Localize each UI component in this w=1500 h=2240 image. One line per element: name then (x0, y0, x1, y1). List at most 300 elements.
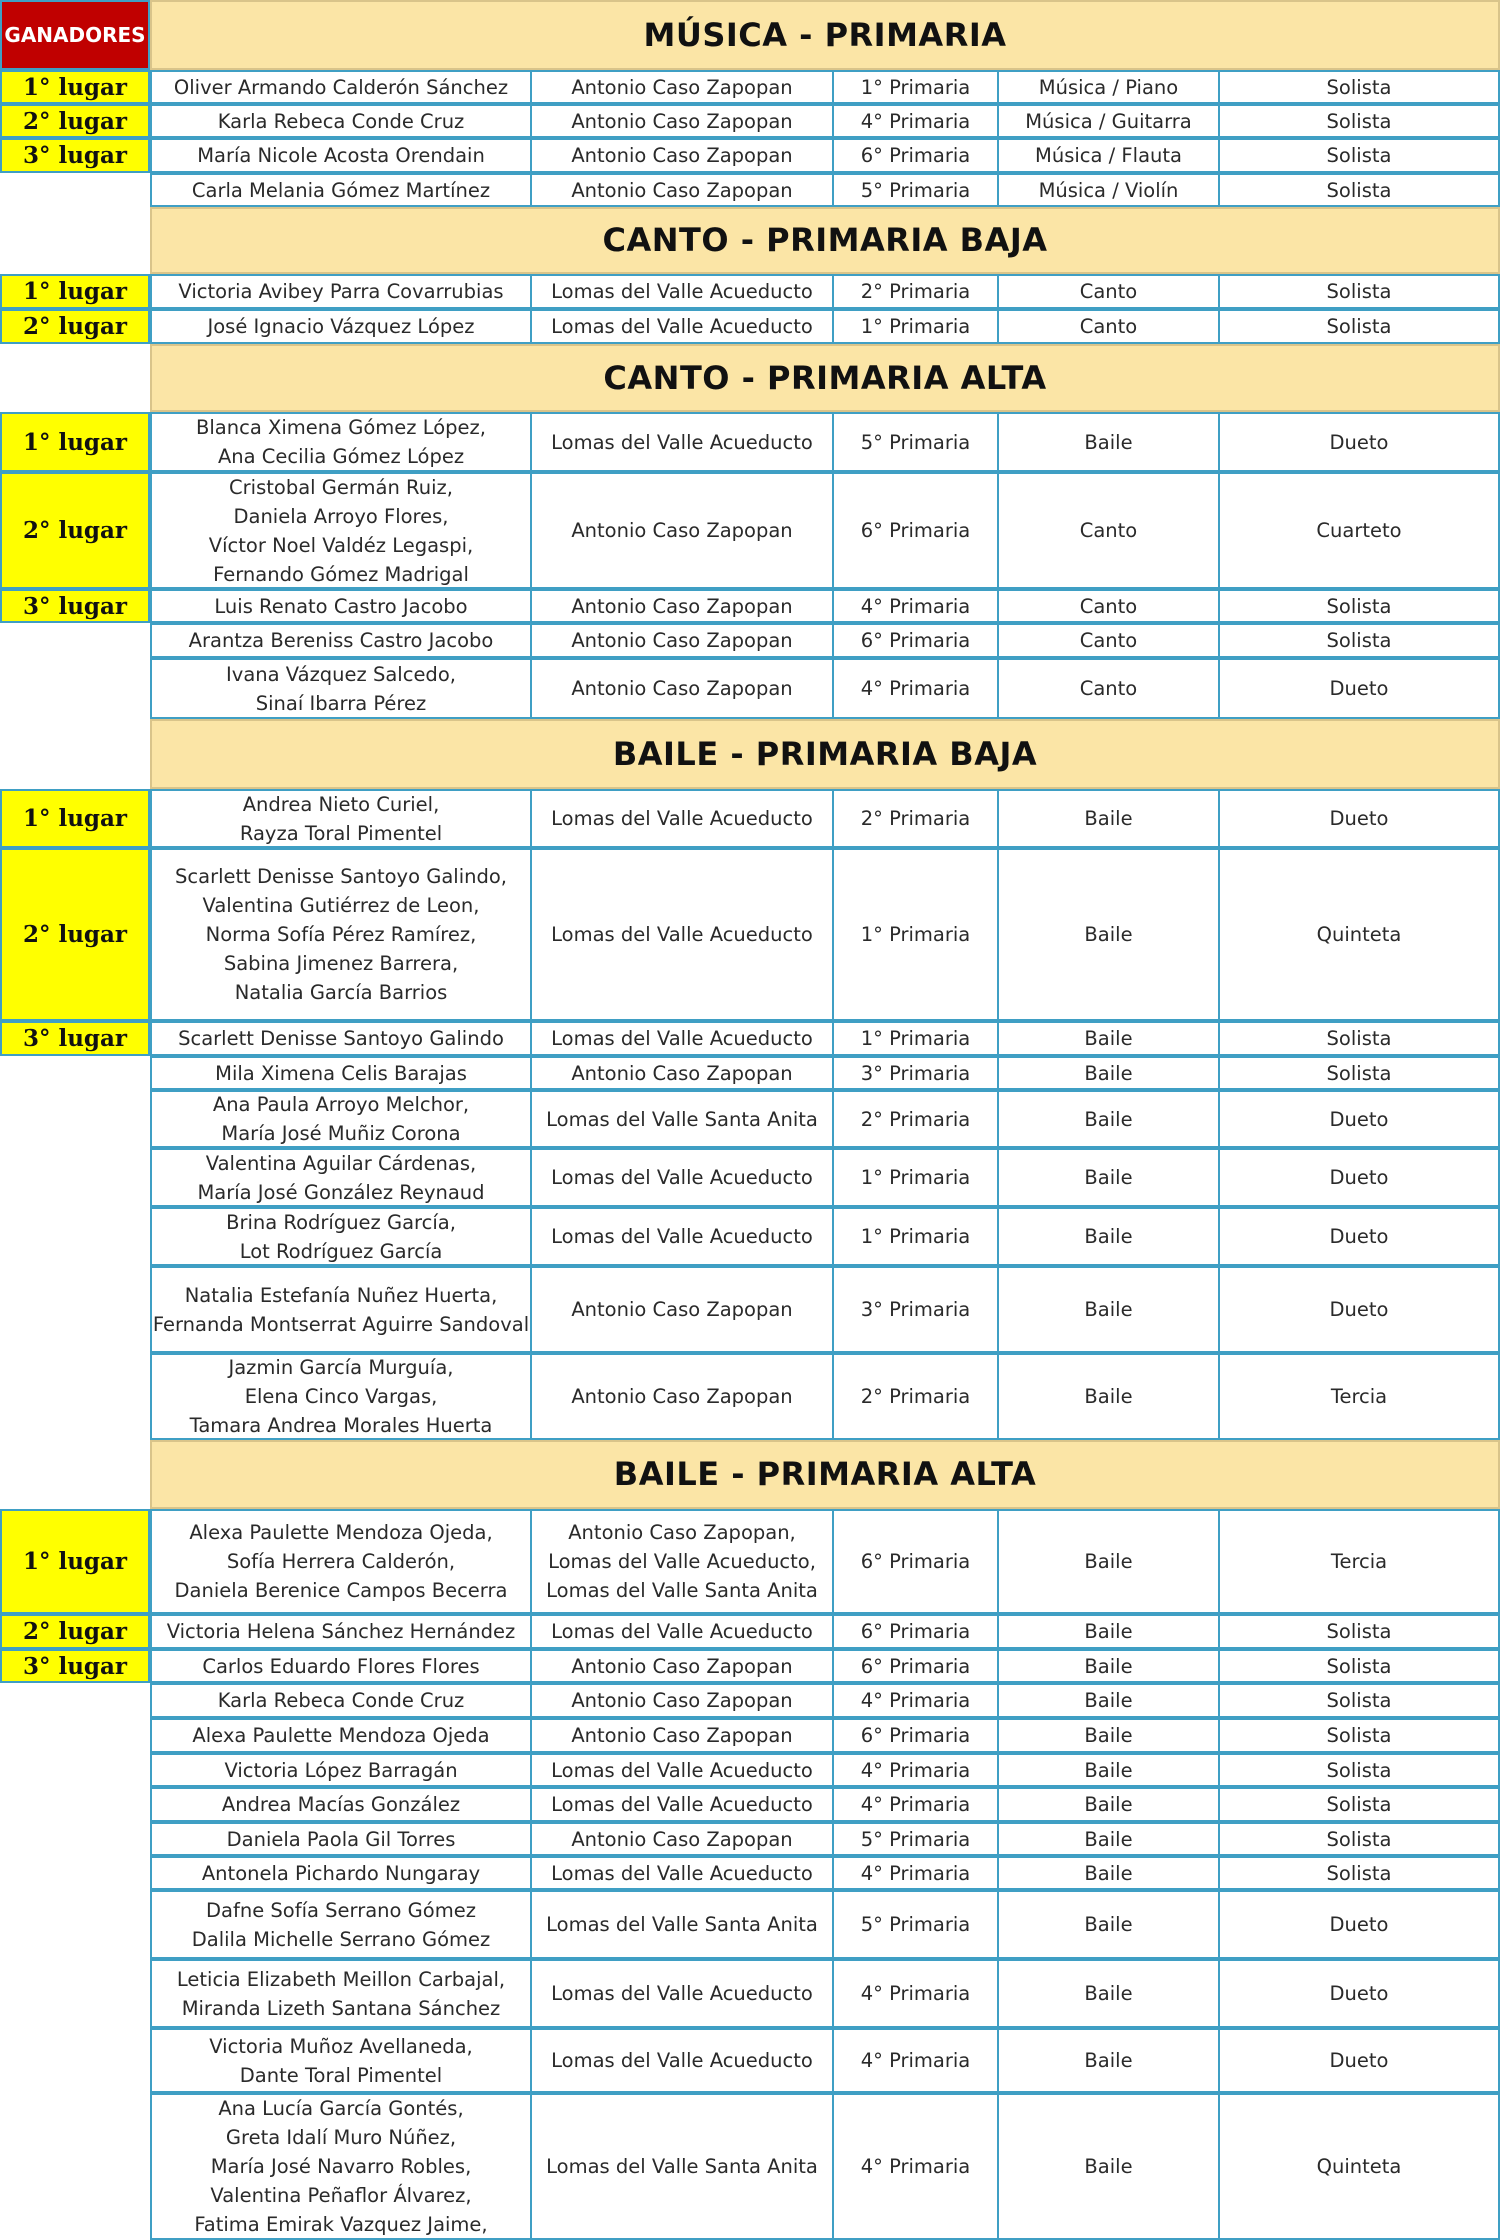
cell-school (530, 1649, 834, 1683)
school-line: Antonio Caso Zapopan (571, 629, 793, 652)
cell-school (530, 1718, 834, 1753)
category-text: Baile (1084, 1861, 1133, 1885)
school-line: Antonio Caso Zapopan (571, 677, 793, 700)
grade-text: 6° Primaria (860, 1724, 971, 1747)
cell-grade (832, 1614, 999, 1649)
cell-grade (832, 274, 999, 309)
cell-grade (832, 173, 999, 207)
rank-badge (0, 274, 150, 309)
school-line: Lomas del Valle Acueducto (551, 1620, 813, 1643)
grade-text: 4° Primaria (860, 1861, 971, 1885)
cell-category (997, 658, 1220, 719)
section-title-canto-primaria-baja (150, 207, 1500, 274)
cell-grade (832, 1509, 999, 1614)
school-line: Lomas del Valle Acueducto (551, 1225, 813, 1248)
rank-badge (0, 1509, 150, 1614)
cell-grade (832, 104, 999, 138)
rank-badge (0, 472, 150, 589)
cell-grade (832, 1683, 999, 1718)
modality-text: Dueto (1329, 1166, 1389, 1189)
cell-grade (832, 1959, 999, 2028)
grade-text: 6° Primaria (860, 519, 971, 542)
cell-category (997, 173, 1220, 207)
cell-modality (1218, 1822, 1500, 1856)
section-title-canto-primaria-alta (150, 344, 1500, 412)
cell-school (530, 1090, 834, 1148)
cell-names (150, 848, 532, 1021)
names-line: Valentina Gutiérrez de Leon, (202, 894, 480, 917)
cell-names (150, 309, 532, 344)
category-text: Canto (1079, 677, 1138, 700)
cell-modality (1218, 1718, 1500, 1753)
section-title-text: BAILE - PRIMARIA ALTA (613, 1455, 1037, 1493)
category-text: Baile (1084, 1225, 1133, 1248)
names-line: Brina Rodríguez García, (226, 1210, 456, 1234)
cell-category (997, 1890, 1220, 1959)
category-text: Baile (1084, 1689, 1133, 1712)
cell-names (150, 1509, 532, 1614)
school-line: Antonio Caso Zapopan (571, 1298, 793, 1321)
names-line: Scarlett Denisse Santoyo Galindo, (175, 865, 507, 888)
names-line: Dafne Sofía Serrano Gómez (206, 1898, 476, 1922)
grade-text: 2° Primaria (860, 280, 971, 303)
school-line: Lomas del Valle Acueducto (551, 1861, 813, 1885)
cell-modality (1218, 70, 1500, 104)
cell-grade (832, 1148, 999, 1207)
names-line: Arantza Bereniss Castro Jacobo (188, 629, 494, 652)
names-line: Victoria Muñoz Avellaneda, (209, 2034, 473, 2058)
rank-label: 1° lugar (22, 428, 128, 456)
school-line: Antonio Caso Zapopan (571, 1724, 793, 1747)
school-line: Lomas del Valle Acueducto (551, 1166, 813, 1189)
cell-modality (1218, 658, 1500, 719)
cell-category (997, 1683, 1220, 1718)
modality-text: Solista (1326, 1827, 1392, 1851)
cell-grade (832, 589, 999, 623)
cell-category (997, 1266, 1220, 1353)
names-line: Victoria López Barragán (224, 1758, 458, 1782)
names-line: Valentina Peñaflor Álvarez, (210, 2184, 472, 2207)
cell-names (150, 2028, 532, 2093)
school-line: Lomas del Valle Acueducto (551, 1793, 813, 1816)
cell-modality (1218, 1266, 1500, 1353)
category-text: Baile (1084, 1385, 1133, 1408)
cell-grade (832, 309, 999, 344)
cell-grade (832, 1649, 999, 1683)
cell-names (150, 1353, 532, 1440)
modality-text: Dueto (1329, 1982, 1389, 2005)
category-text: Baile (1084, 1758, 1133, 1782)
cell-names (150, 1822, 532, 1856)
cell-category (997, 848, 1220, 1021)
rank-badge (0, 1649, 150, 1683)
cell-names (150, 1718, 532, 1753)
cell-school (530, 1614, 834, 1649)
cell-modality (1218, 848, 1500, 1021)
grade-text: 4° Primaria (860, 1689, 971, 1712)
rank-badge (0, 138, 150, 173)
rank-badge (0, 70, 150, 104)
names-line: Sinaí Ibarra Pérez (255, 691, 427, 715)
grade-text: 2° Primaria (860, 1107, 971, 1131)
cell-grade (832, 1090, 999, 1148)
grade-text: 5° Primaria (860, 178, 971, 202)
names-line: Ana Cecilia Gómez López (217, 445, 465, 468)
names-line: Miranda Lizeth Santana Sánchez (181, 1996, 501, 2020)
modality-text: Dueto (1329, 1107, 1389, 1131)
section-title-baile-primaria-baja (150, 719, 1500, 789)
rank-label: 3° lugar (22, 592, 128, 620)
cell-category (997, 412, 1220, 472)
rank-label: 2° lugar (22, 313, 128, 340)
section-title-baile-primaria-alta (150, 1440, 1500, 1509)
names-line: Cristobal Germán Ruiz, (229, 475, 453, 499)
cell-names (150, 412, 532, 472)
cell-modality (1218, 309, 1500, 344)
cell-school (530, 309, 834, 344)
cell-school (530, 138, 834, 173)
names-line: Oliver Armando Calderón Sánchez (173, 75, 509, 99)
cell-category (997, 589, 1220, 623)
grade-text: 6° Primaria (860, 1550, 971, 1573)
cell-school (530, 1056, 834, 1090)
cell-category (997, 1509, 1220, 1614)
grade-text: 4° Primaria (860, 109, 971, 133)
names-line: Daniela Berenice Campos Becerra (174, 1579, 508, 1602)
cell-modality (1218, 1509, 1500, 1614)
cell-category (997, 1614, 1220, 1649)
rank-badge (0, 309, 150, 344)
cell-names (150, 789, 532, 848)
school-line: Lomas del Valle Acueducto (551, 807, 813, 830)
category-text: Baile (1084, 1550, 1133, 1573)
modality-text: Solista (1326, 594, 1392, 618)
grade-text: 5° Primaria (860, 430, 971, 454)
cell-category (997, 1822, 1220, 1856)
category-text: Canto (1079, 629, 1138, 652)
cell-school (530, 173, 834, 207)
modality-text: Solista (1326, 1861, 1392, 1885)
rank-badge (0, 848, 150, 1021)
names-line: Elena Cinco Vargas, (244, 1385, 438, 1408)
grade-text: 5° Primaria (860, 1827, 971, 1851)
cell-school (530, 1787, 834, 1822)
modality-text: Dueto (1329, 1225, 1389, 1248)
names-line: Fatima Emirak Vazquez Jaime, (194, 2213, 488, 2236)
cell-school (530, 1856, 834, 1890)
cell-grade (832, 138, 999, 173)
cell-grade (832, 2028, 999, 2093)
cell-grade (832, 1822, 999, 1856)
rank-badge (0, 104, 150, 138)
school-line: Lomas del Valle Acueducto (551, 430, 813, 454)
cell-names (150, 1614, 532, 1649)
rank-label: 1° lugar (22, 805, 128, 832)
cell-grade (832, 1787, 999, 1822)
section-title-musica-primaria (150, 0, 1500, 70)
cell-modality (1218, 1787, 1500, 1822)
cell-category (997, 1207, 1220, 1266)
cell-category (997, 1021, 1220, 1056)
cell-names (150, 2093, 532, 2240)
cell-category (997, 1353, 1220, 1440)
cell-category (997, 2093, 1220, 2240)
category-text: Baile (1084, 1620, 1133, 1643)
cell-category (997, 309, 1220, 344)
names-line: Karla Rebeca Conde Cruz (217, 109, 465, 133)
school-line: Antonio Caso Zapopan (571, 109, 793, 133)
cell-modality (1218, 1021, 1500, 1056)
cell-category (997, 274, 1220, 309)
names-line: Karla Rebeca Conde Cruz (217, 1689, 465, 1712)
grade-text: 4° Primaria (860, 1758, 971, 1782)
names-line: Sabina Jimenez Barrera, (223, 952, 459, 975)
names-line: Rayza Toral Pimentel (239, 821, 443, 845)
modality-text: Solista (1326, 178, 1392, 202)
modality-text: Solista (1326, 629, 1392, 652)
cell-grade (832, 848, 999, 1021)
cell-school (530, 274, 834, 309)
rank-label: 2° lugar (22, 1618, 128, 1645)
names-line: Andrea Nieto Curiel, (242, 792, 440, 816)
modality-text: Solista (1326, 109, 1392, 133)
grade-text: 2° Primaria (860, 807, 971, 830)
cell-grade (832, 1266, 999, 1353)
names-line: Norma Sofía Pérez Ramírez, (205, 923, 477, 946)
modality-text: Tercia (1330, 1550, 1388, 1573)
cell-names (150, 1649, 532, 1683)
modality-text: Solista (1326, 1027, 1392, 1050)
category-text: Baile (1084, 1654, 1133, 1678)
grade-text: 4° Primaria (860, 594, 971, 618)
names-line: Daniela Arroyo Flores, (233, 504, 449, 528)
category-text: Canto (1079, 315, 1138, 338)
cell-school (530, 1353, 834, 1440)
category-text: Baile (1084, 807, 1133, 830)
cell-modality (1218, 1148, 1500, 1207)
cell-names (150, 1890, 532, 1959)
cell-school (530, 1959, 834, 2028)
names-line: Natalia Estefanía Nuñez Huerta, (184, 1283, 498, 1307)
cell-names (150, 274, 532, 309)
category-text: Música / Piano (1038, 75, 1179, 99)
rank-label: 1° lugar (22, 1548, 128, 1575)
grade-text: 2° Primaria (860, 1385, 971, 1408)
cell-category (997, 623, 1220, 658)
names-line: Greta Idalí Muro Núñez, (225, 2126, 457, 2149)
cell-grade (832, 789, 999, 848)
cell-category (997, 1959, 1220, 2028)
names-line: Antonela Pichardo Nungaray (201, 1861, 481, 1885)
grade-text: 1° Primaria (860, 1166, 971, 1189)
cell-modality (1218, 1683, 1500, 1718)
modality-text: Dueto (1329, 1298, 1389, 1321)
cell-category (997, 1753, 1220, 1787)
names-line: Blanca Ximena Gómez López, (196, 416, 486, 439)
cell-modality (1218, 412, 1500, 472)
cell-grade (832, 1890, 999, 1959)
cell-modality (1218, 274, 1500, 309)
grade-text: 5° Primaria (860, 1913, 971, 1936)
grade-text: 4° Primaria (860, 2155, 971, 2178)
cell-names (150, 138, 532, 173)
names-line: Carla Melania Gómez Martínez (191, 178, 491, 202)
cell-modality (1218, 1959, 1500, 2028)
category-text: Música / Guitarra (1025, 109, 1192, 133)
cell-modality (1218, 1890, 1500, 1959)
school-line: Lomas del Valle Santa Anita (546, 1107, 818, 1131)
modality-text: Dueto (1329, 677, 1389, 700)
grade-text: 3° Primaria (860, 1298, 971, 1321)
cell-category (997, 1649, 1220, 1683)
school-line: Lomas del Valle Santa Anita (546, 2155, 818, 2178)
cell-school (530, 1148, 834, 1207)
rank-badge (0, 1614, 150, 1649)
cell-grade (832, 658, 999, 719)
cell-names (150, 1148, 532, 1207)
cell-names (150, 1207, 532, 1266)
names-line: Ana Paula Arroyo Melchor, (212, 1093, 470, 1116)
cell-names (150, 1090, 532, 1148)
rank-badge (0, 589, 150, 623)
names-line: María José González Reynaud (197, 1180, 485, 1204)
grade-text: 4° Primaria (860, 1982, 971, 2005)
names-line: María Nicole Acosta Orendain (197, 144, 485, 167)
names-line: José Ignacio Vázquez López (207, 315, 475, 338)
school-line: Antonio Caso Zapopan, (568, 1521, 796, 1544)
cell-category (997, 1787, 1220, 1822)
school-line: Lomas del Valle Santa Anita (546, 1913, 818, 1936)
school-line: Antonio Caso Zapopan (571, 1689, 793, 1712)
cell-modality (1218, 1753, 1500, 1787)
school-line: Lomas del Valle Acueducto (551, 1027, 813, 1050)
names-line: María José Muñiz Corona (221, 1122, 461, 1145)
cell-school (530, 589, 834, 623)
names-line: Dalila Michelle Serrano Gómez (191, 1927, 491, 1951)
school-line: Lomas del Valle Acueducto (551, 315, 813, 338)
grade-text: 6° Primaria (860, 1654, 971, 1678)
names-line: Sofía Herrera Calderón, (226, 1550, 456, 1573)
school-line: Antonio Caso Zapopan (571, 594, 793, 618)
names-line: Lot Rodríguez García (239, 1239, 443, 1263)
cell-modality (1218, 1090, 1500, 1148)
cell-school (530, 1890, 834, 1959)
modality-text: Solista (1326, 1724, 1392, 1747)
cell-names (150, 1787, 532, 1822)
names-line: Natalia García Barrios (234, 981, 448, 1004)
modality-text: Solista (1326, 1654, 1392, 1678)
cell-school (530, 104, 834, 138)
rank-label: 1° lugar (22, 73, 128, 101)
cell-names (150, 1856, 532, 1890)
school-line: Antonio Caso Zapopan (571, 178, 793, 202)
grade-text: 6° Primaria (860, 629, 971, 652)
cell-school (530, 1822, 834, 1856)
section-title-text: BAILE - PRIMARIA BAJA (612, 734, 1038, 773)
grade-text: 4° Primaria (860, 2049, 971, 2072)
names-line: Ivana Vázquez Salcedo, (226, 662, 456, 686)
cell-names (150, 104, 532, 138)
modality-text: Solista (1326, 1620, 1392, 1643)
rank-badge (0, 1021, 150, 1056)
cell-names (150, 1021, 532, 1056)
cell-names (150, 1959, 532, 2028)
names-line: Scarlett Denisse Santoyo Galindo (178, 1027, 504, 1050)
names-line: Alexa Paulette Mendoza Ojeda (192, 1724, 490, 1747)
modality-text: Solista (1326, 1793, 1392, 1816)
cell-modality (1218, 1856, 1500, 1890)
cell-modality (1218, 104, 1500, 138)
grade-text: 4° Primaria (860, 1793, 971, 1816)
cell-category (997, 138, 1220, 173)
cell-category (997, 1090, 1220, 1148)
category-text: Baile (1084, 1913, 1133, 1936)
cell-category (997, 2028, 1220, 2093)
names-line: Victoria Helena Sánchez Hernández (166, 1620, 516, 1643)
names-line: Mila Ximena Celis Barajas (215, 1061, 467, 1085)
school-line: Antonio Caso Zapopan (571, 1385, 793, 1408)
names-line: Daniela Paola Gil Torres (226, 1827, 456, 1851)
grade-text: 1° Primaria (860, 1027, 971, 1050)
cell-school (530, 2093, 834, 2240)
names-line: Valentina Aguilar Cárdenas, (205, 1151, 477, 1175)
cell-category (997, 1056, 1220, 1090)
names-line: María José Navarro Robles, (210, 2155, 472, 2178)
cell-school (530, 1683, 834, 1718)
cell-grade (832, 2093, 999, 2240)
modality-text: Dueto (1329, 2049, 1389, 2072)
cell-grade (832, 1856, 999, 1890)
category-text: Canto (1079, 519, 1138, 542)
cell-modality (1218, 1614, 1500, 1649)
school-line: Antonio Caso Zapopan (571, 1654, 793, 1678)
cell-modality (1218, 1056, 1500, 1090)
rank-badge (0, 789, 150, 848)
grade-text: 3° Primaria (860, 1061, 971, 1085)
cell-modality (1218, 2028, 1500, 2093)
rank-label: 1° lugar (22, 278, 128, 305)
cell-modality (1218, 1353, 1500, 1440)
cell-names (150, 70, 532, 104)
category-text: Canto (1079, 280, 1138, 303)
cell-grade (832, 1207, 999, 1266)
school-line: Lomas del Valle Acueducto (551, 280, 813, 303)
category-text: Baile (1084, 1793, 1133, 1816)
category-text: Baile (1084, 1982, 1133, 2005)
names-line: Fernanda Montserrat Aguirre Sandoval (152, 1312, 530, 1336)
cell-school (530, 848, 834, 1021)
names-line: Fernando Gómez Madrigal (213, 562, 469, 586)
cell-names (150, 1266, 532, 1353)
category-text: Baile (1084, 2155, 1133, 2178)
modality-text: Solista (1326, 280, 1392, 303)
category-text: Música / Violín (1038, 178, 1179, 202)
category-text: Baile (1084, 2049, 1133, 2072)
names-line: Alexa Paulette Mendoza Ojeda, (189, 1521, 493, 1544)
school-line: Lomas del Valle Acueducto (551, 1982, 813, 2005)
modality-text: Solista (1326, 1061, 1392, 1085)
cell-modality (1218, 138, 1500, 173)
modality-text: Quinteta (1316, 2155, 1402, 2178)
cell-modality (1218, 173, 1500, 207)
school-line: Antonio Caso Zapopan (571, 519, 793, 542)
grade-text: 1° Primaria (860, 1225, 971, 1248)
section-title-text: CANTO - PRIMARIA BAJA (602, 221, 1048, 259)
rank-label: 2° lugar (22, 921, 128, 948)
modality-text: Solista (1326, 75, 1392, 99)
cell-grade (832, 1056, 999, 1090)
cell-modality (1218, 589, 1500, 623)
